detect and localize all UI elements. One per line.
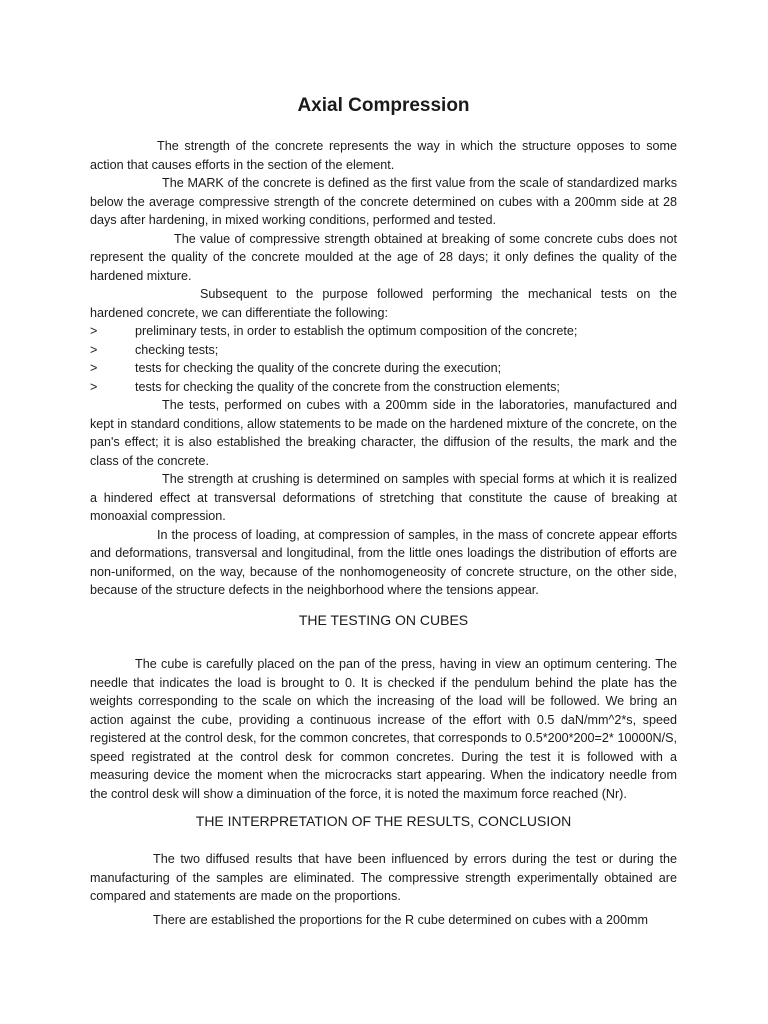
interpretation-paragraph: The two diffused results that have been influenced by errors during the test or during the manufacturing of the samples are eliminated. The compressive strength experimentally obtained are compared and statements are made on the proportions. bbox=[90, 852, 677, 903]
intro-paragraph: The MARK of the concrete is defined as the first value from the scale of standardized marks below the average compressive strength of the concrete determined on cubes with a 200mm side at 28 days after hardening, in mixed working conditions, performed and tested. bbox=[90, 176, 677, 227]
testing-section bbox=[90, 655, 677, 803]
intro-paragraph: The value of compressive strength obtained at breaking of some concrete cubs does not represent the quality of the concrete moulded at the age of 28 days; it only defines the quality of the hardened mixture. bbox=[90, 231, 677, 283]
list-item-text: tests for checking the quality of the concrete during the execution; bbox=[135, 361, 502, 375]
interpretation-section bbox=[90, 850, 677, 906]
list-marker: > bbox=[90, 324, 98, 338]
test-type-list bbox=[90, 322, 677, 396]
intro-section bbox=[90, 137, 677, 600]
list-marker: > bbox=[90, 342, 98, 357]
interpretation-continuation bbox=[90, 911, 677, 930]
testing-paragraph: The cube is carefully placed on the pan of the press, having in view an optimum centering. The needle that indicates the load is brought to 0. It is checked if the pendulum behind the plate has the weights corresponding to the scale on which the increasing of the load will be followed. We bring an action against the cube, providing a continuous increase of the effort with 0.5 daN/mm^2*s, speed registered at the control desk, for the common concretes, that corresponds to 0.5*200*200=2* 10000N/S, speed registrated at the control desk for common concretes. During the test it is followed with a measuring device the moment when the microcracks start appearing. When the indicatory needle from the control desk will show a diminuation of the force, it is noted the maximum force reached (Nr). bbox=[90, 657, 677, 801]
list-marker: > bbox=[90, 379, 98, 394]
body-paragraph: In the process of loading, at compression of samples, in the mass of concrete appear efforts and deformations, transversal and longitudinal, from the little ones loadings the distribution of efforts are non-uniformed, on the way, because of the nonhomogeneosity of concrete structure, on the other side, because of the structure defects in the neighborhood where the tensions appear. bbox=[90, 527, 677, 597]
intro-paragraph: The strength of the concrete represents the way in which the structure opposes to some action that causes efforts in the section of the element. bbox=[90, 139, 677, 172]
intro-paragraph: Subsequent to the purpose followed performing the mechanical tests on the hardened concrete, we can differentiate the following: bbox=[90, 287, 677, 320]
section-heading-testing: THE TESTING ON CUBES bbox=[298, 612, 469, 628]
list-item bbox=[90, 322, 677, 341]
section-heading-interpretation: THE INTERPRETATION OF THE RESULTS, CONCLUSION bbox=[195, 813, 572, 829]
list-marker: > bbox=[90, 361, 98, 375]
list-item bbox=[90, 359, 677, 378]
body-paragraph: The strength at crushing is determined on samples with special forms at which it is realized a hindered effect at transversal deformations of stretching that constitute the cause of breaking at monoaxial compression. bbox=[90, 472, 677, 523]
list-item-text: tests for checking the quality of the concrete from the construction elements; bbox=[135, 379, 560, 394]
list-item bbox=[90, 341, 677, 360]
interpretation-paragraph: There are established the proportions for the R cube determined on cubes with a 200mm bbox=[153, 913, 648, 927]
body-paragraph: The tests, performed on cubes with a 200mm side in the laboratories, manufactured and kept in standard conditions, allow statements to be made on the hardened mixture of the concrete, on the pan's effect; it is also established the breaking character, the diffusion of the results, the mark and the class of the concrete. bbox=[90, 398, 677, 468]
document-title: Axial Compression bbox=[297, 95, 470, 116]
list-item bbox=[90, 378, 677, 397]
list-item-text: preliminary tests, in order to establish the optimum composition of the concrete; bbox=[135, 324, 578, 338]
list-item-text: checking tests; bbox=[135, 342, 219, 357]
